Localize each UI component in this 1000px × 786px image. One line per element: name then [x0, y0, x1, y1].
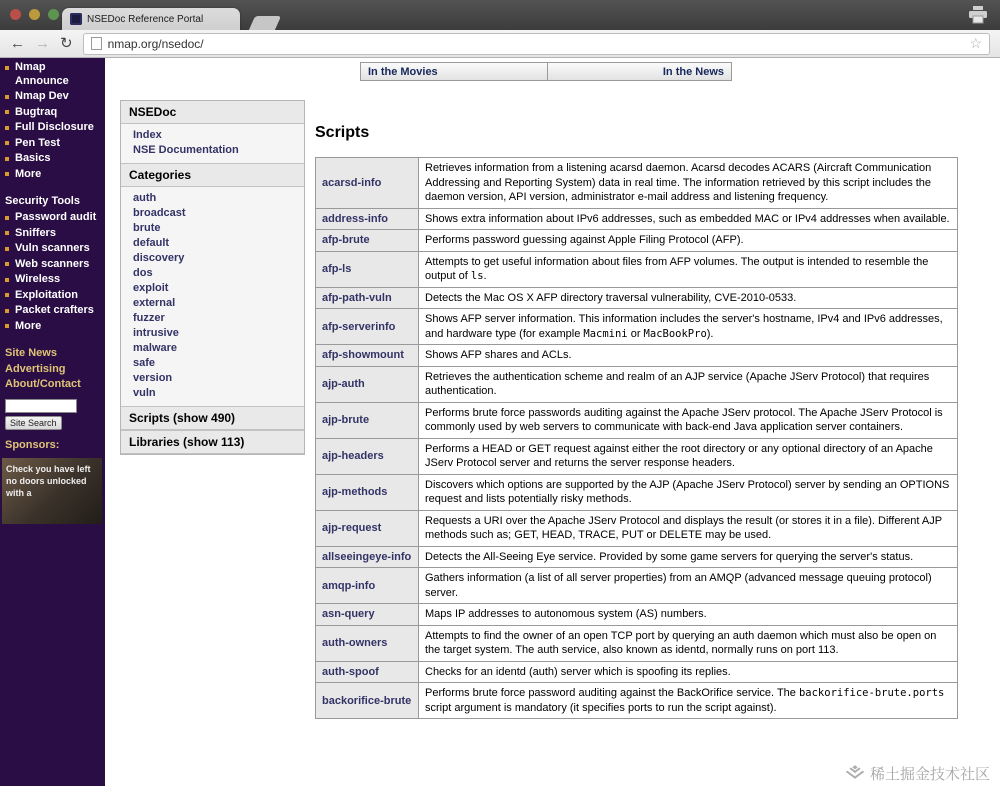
script-row: [316, 309, 958, 345]
juejin-logo-icon: [845, 765, 865, 782]
script-row: [316, 546, 958, 568]
script-link-acarsd-info[interactable]: acarsd-info: [322, 176, 382, 189]
script-link-afp-brute[interactable]: afp-brute: [322, 234, 370, 247]
sidebar-link-advertising[interactable]: Advertising: [5, 362, 66, 375]
script-row: [316, 208, 958, 230]
category-link-broadcast[interactable]: broadcast: [133, 206, 186, 219]
script-row: [316, 661, 958, 683]
script-link-ajp-headers[interactable]: ajp-headers: [322, 450, 384, 462]
site-favicon-icon: [70, 13, 82, 25]
watermark-text: 稀土掘金技术社区: [869, 766, 990, 783]
sidebar-item-web-scanners[interactable]: Web scanners: [5, 258, 97, 272]
script-description: Detects the Mac OS X AFP directory traversal vulnerability, CVE-2010-0533.: [419, 287, 958, 309]
sidebar-item-exploitation[interactable]: Exploitation: [5, 289, 97, 303]
script-link-afp-showmount[interactable]: afp-showmount: [322, 349, 404, 362]
sidebar-item-more[interactable]: More: [5, 320, 97, 334]
script-link-ajp-methods[interactable]: ajp-methods: [322, 486, 388, 498]
zoom-window-button[interactable]: [48, 9, 59, 20]
browser-toolbar: [0, 30, 1000, 58]
script-description: Shows AFP shares and ACLs.: [419, 345, 958, 367]
menu-links: [121, 124, 304, 160]
script-name-cell: [316, 402, 419, 438]
script-name-cell: [316, 625, 419, 661]
category-link-exploit[interactable]: exploit: [133, 281, 169, 294]
sidebar-item-bugtraq[interactable]: Bugtraq: [5, 106, 97, 120]
section-tabs: [360, 62, 732, 81]
script-link-afp-ls[interactable]: afp-ls: [322, 263, 352, 275]
new-tab-button[interactable]: [249, 16, 281, 30]
sidebar: [0, 58, 105, 786]
category-link-version[interactable]: version: [133, 371, 173, 384]
tab-title: NSEDoc Reference Portal: [87, 13, 204, 25]
script-description: Requests a URI over the Apache JServ Protocol and displays the result (or stores it in a file). Different AJP methods such as; GET, HEAD, TRACE, PUT or DELETE may be used.: [419, 510, 958, 546]
category-link-brute[interactable]: brute: [133, 221, 161, 234]
script-name-cell: [316, 661, 419, 683]
script-name-cell: [316, 546, 419, 568]
sidebar-item-password-audit[interactable]: Password audit: [5, 211, 97, 225]
browser-titlebar: [0, 0, 1000, 30]
script-name-cell: [316, 604, 419, 626]
script-description: Shows AFP server information. This information includes the server's hostname, IPv4 and IPv6 addresses, and hardware type (for example Macmini or MacBookPro).: [419, 309, 958, 345]
forward-button[interactable]: →: [35, 35, 50, 52]
script-link-ajp-brute[interactable]: ajp-brute: [322, 414, 370, 426]
script-name-cell: [316, 366, 419, 402]
address-bar[interactable]: [83, 33, 990, 55]
script-name-cell: [316, 158, 419, 209]
sidebar-item-nmap-dev[interactable]: Nmap Dev: [5, 90, 97, 104]
printer-icon[interactable]: [968, 6, 988, 24]
script-description: Checks for an identd (auth) server which is spoofing its replies.: [419, 661, 958, 683]
tab-in-the-news[interactable]: In the News: [547, 62, 732, 81]
script-name-cell: [316, 474, 419, 510]
script-description: Attempts to get useful information about files from AFP volumes. The output is intended to resemble the output of ls.: [419, 251, 958, 287]
scripts-table: [315, 157, 958, 719]
sidebar-item-packet-crafters[interactable]: Packet crafters: [5, 304, 97, 318]
script-name-cell: [316, 345, 419, 367]
category-link-dos[interactable]: dos: [133, 266, 153, 279]
sidebar-item-more[interactable]: More: [5, 168, 97, 182]
category-link-external[interactable]: external: [133, 296, 176, 309]
script-description: Discovers which options are supported by the AJP (Apache JServ Protocol) server by sending an OPTIONS request and lists potentially risky methods.: [419, 474, 958, 510]
script-link-asn-query[interactable]: asn-query: [322, 608, 375, 621]
script-description: Performs a HEAD or GET request against either the root directory or any optional directory of an Apache JServ Protocol server and returns the server response headers.: [419, 438, 958, 474]
script-name-cell: [316, 287, 419, 309]
menu-libraries-toggle[interactable]: Libraries (show 113): [121, 430, 304, 454]
sidebar-item-pen-test[interactable]: Pen Test: [5, 137, 97, 151]
page-icon: [91, 37, 102, 50]
script-row: [316, 510, 958, 546]
script-row: [316, 158, 958, 209]
reload-button[interactable]: ↻: [60, 35, 73, 52]
categories-header: Categories: [121, 163, 304, 187]
script-row: [316, 230, 958, 252]
script-link-auth-spoof[interactable]: auth-spoof: [322, 665, 379, 678]
script-name-cell: [316, 309, 419, 345]
category-link-fuzzer[interactable]: fuzzer: [133, 311, 165, 324]
sidebar-item-vuln-scanners[interactable]: Vuln scanners: [5, 242, 97, 256]
sidebar-item-sniffers[interactable]: Sniffers: [5, 227, 97, 241]
script-description: Detects the All-Seeing Eye service. Provided by some game servers for querying the server's status.: [419, 546, 958, 568]
site-search-input[interactable]: [5, 399, 77, 413]
script-description: Retrieves the authentication scheme and realm of an AJP service (Apache JServ Protocol) that requires authentication.: [419, 366, 958, 402]
script-description: Attempts to find the owner of an open TCP port by querying an auth daemon which must also be open on the target system. The auth service, also known as identd, normally runs on port 113.: [419, 625, 958, 661]
script-description: Performs brute force passwords auditing against the Apache JServ protocol. The Apache JServ Protocol is commonly used by web servers to communicate with back-end Java application server containers.: [419, 402, 958, 438]
script-description: Retrieves information from a listening acarsd daemon. Acarsd decodes ACARS (Aircraft Communication Addressing and Reporting System) data in real time. The information retrieved by this script includes the daemon version, API version, administrator e-mail address and listening frequency.: [419, 158, 958, 209]
close-window-button[interactable]: [10, 9, 21, 20]
page-content: [0, 58, 1000, 786]
script-description: Gathers information (a list of all server properties) from an AMQP (advanced message queuing protocol) server.: [419, 568, 958, 604]
tab-in-the-movies[interactable]: In the Movies: [360, 62, 548, 81]
script-name-cell: [316, 568, 419, 604]
sidebar-item-wireless[interactable]: Wireless: [5, 273, 97, 287]
sidebar-link-site-news[interactable]: Site News: [5, 347, 57, 359]
script-name-cell: [316, 510, 419, 546]
menu-link-nse-documentation[interactable]: NSE Documentation: [133, 143, 239, 156]
script-link-allseeingeye-info[interactable]: allseeingeye-info: [322, 550, 412, 563]
window-controls: [10, 9, 59, 20]
script-row: [316, 402, 958, 438]
script-description: Performs password guessing against Apple Filing Protocol (AFP).: [419, 230, 958, 252]
script-link-ajp-request[interactable]: ajp-request: [322, 522, 382, 534]
script-row: [316, 345, 958, 367]
sidebar-link-about-contact[interactable]: About/Contact: [5, 378, 81, 390]
sidebar-item-full-disclosure[interactable]: Full Disclosure: [5, 121, 97, 135]
nsedoc-menu: [120, 100, 305, 455]
category-link-intrusive[interactable]: intrusive: [133, 326, 179, 339]
sidebar-info-links: [5, 347, 105, 392]
menu-scripts-toggle[interactable]: Scripts (show 490): [121, 406, 304, 430]
menu-link-index[interactable]: Index: [133, 128, 162, 141]
category-link-discovery[interactable]: discovery: [133, 251, 185, 264]
minimize-window-button[interactable]: [29, 9, 40, 20]
category-link-malware[interactable]: malware: [133, 341, 178, 354]
watermark: [845, 763, 990, 784]
sponsors-label: Sponsors:: [5, 438, 60, 451]
site-search-button[interactable]: Site Search: [5, 416, 62, 430]
back-button[interactable]: ←: [10, 35, 25, 52]
script-row: [316, 604, 958, 626]
script-description: Maps IP addresses to autonomous system (AS) numbers.: [419, 604, 958, 626]
script-link-afp-path-vuln[interactable]: afp-path-vuln: [322, 291, 392, 304]
script-name-cell: [316, 438, 419, 474]
sidebar-item-basics[interactable]: Basics: [5, 152, 97, 166]
browser-tab[interactable]: [62, 8, 240, 30]
script-description: Performs brute force password auditing against the BackOrifice service. The backorifice-brute.ports script argument is mandatory (it specifies ports to run the script against).: [419, 683, 958, 719]
category-link-vuln[interactable]: vuln: [133, 386, 156, 399]
script-name-cell: [316, 208, 419, 230]
sidebar-nav-list: [0, 59, 105, 181]
security-tools-header: Security Tools: [5, 195, 80, 207]
script-row: [316, 366, 958, 402]
nsedoc-menu-title: NSEDoc: [121, 101, 304, 124]
sidebar-tools-list: [0, 209, 105, 333]
script-row: [316, 474, 958, 510]
script-link-auth-owners[interactable]: auth-owners: [322, 637, 388, 649]
script-name-cell: [316, 683, 419, 719]
url-text[interactable]: nmap.org/nsedoc/: [107, 36, 204, 51]
sponsor-ad[interactable]: Check you have left no doors unlocked with a: [2, 458, 102, 524]
script-link-afp-serverinfo[interactable]: afp-serverinfo: [322, 320, 396, 333]
script-link-ajp-auth[interactable]: ajp-auth: [322, 378, 365, 390]
script-link-backorifice-brute[interactable]: backorifice-brute: [322, 694, 412, 707]
script-name-cell: [316, 230, 419, 252]
script-link-address-info[interactable]: address-info: [322, 212, 389, 225]
script-row: [316, 251, 958, 287]
category-link-safe[interactable]: safe: [133, 356, 156, 369]
category-link-default[interactable]: default: [133, 236, 170, 249]
menu-categories: [121, 187, 304, 403]
script-row: [316, 625, 958, 661]
script-name-cell: [316, 251, 419, 287]
script-row: [316, 568, 958, 604]
script-row: [316, 438, 958, 474]
category-link-auth[interactable]: auth: [133, 191, 157, 204]
sidebar-item-nmap-announce[interactable]: Nmap Announce: [5, 61, 97, 88]
script-description: Shows extra information about IPv6 addresses, such as embedded MAC or IPv4 addresses when available.: [419, 208, 958, 230]
script-row: [316, 683, 958, 719]
scripts-title: Scripts: [315, 124, 370, 141]
bookmark-star-icon[interactable]: ☆: [969, 35, 982, 51]
scripts-section: [315, 116, 958, 719]
script-link-amqp-info[interactable]: amqp-info: [322, 579, 376, 592]
script-row: [316, 287, 958, 309]
